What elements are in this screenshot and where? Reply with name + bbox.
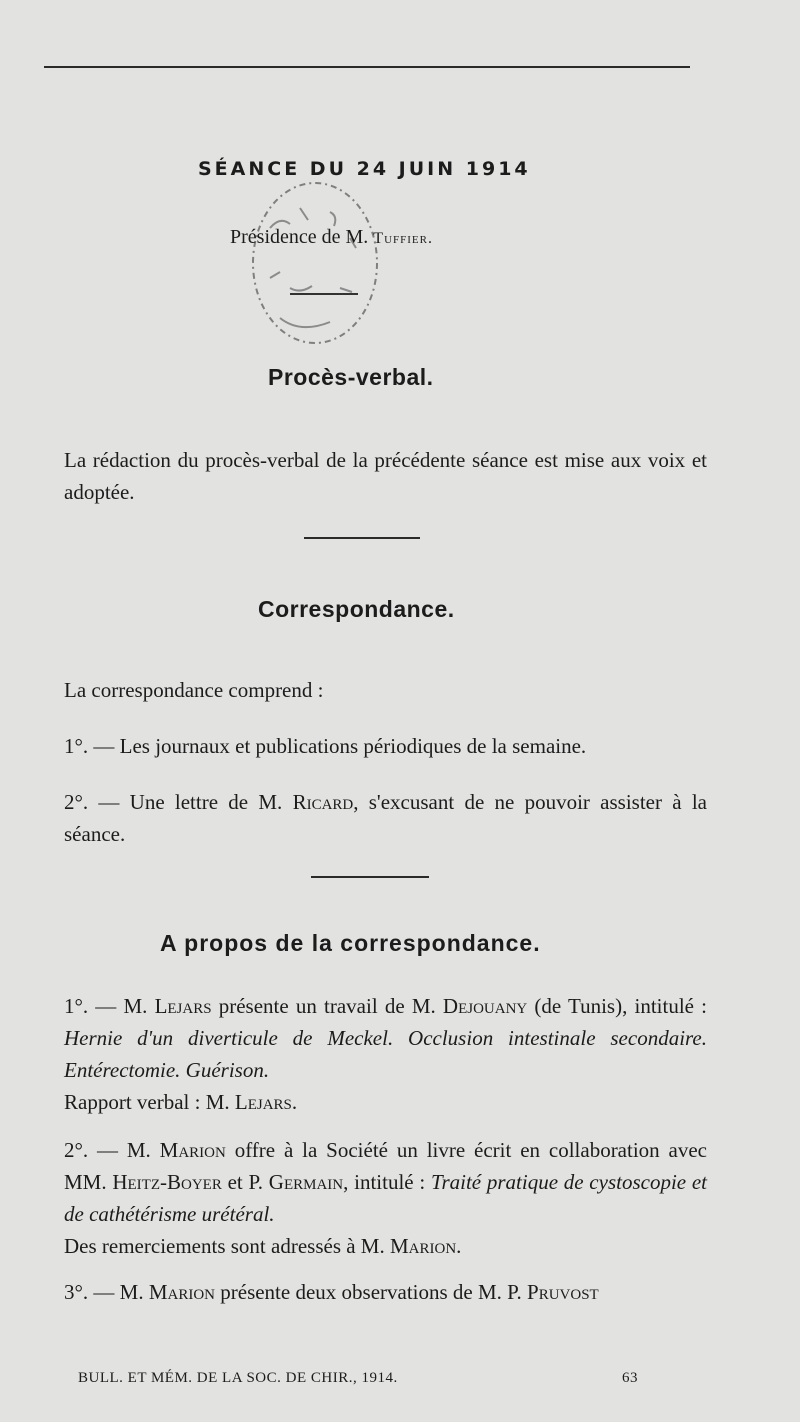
rapport-prefix: Rapport verbal : M.: [64, 1090, 235, 1114]
president-name: Tuffier.: [373, 230, 433, 247]
a-propos-1-a: 1°. — M.: [64, 994, 155, 1018]
item-2-text-a: 2°. — Une lettre de M.: [64, 790, 293, 814]
a-propos-item-2: [52, 1134, 707, 1262]
correspondance-intro-text: La correspondance comprend :: [64, 678, 324, 702]
proces-verbal-heading: Procès-verbal.: [268, 364, 434, 390]
page-footer: [78, 1370, 638, 1387]
a-propos-2-name1: Marion: [159, 1138, 226, 1162]
a-propos-1-name1: Lejars: [154, 994, 212, 1018]
a-propos-1-title: Hernie d'un diverticule de Meckel. Occlusion intestinale secondaire. Entérectomie. Guérison.: [64, 1026, 707, 1082]
a-propos-3-name2: Pruvost: [527, 1280, 599, 1304]
a-propos-2-a: 2°. — M.: [64, 1138, 160, 1162]
a-propos-2-c: et P.: [221, 1170, 269, 1194]
thanks-prefix: Des remerciements sont adressés à M.: [64, 1234, 390, 1258]
rapport-name: Lejars.: [234, 1090, 298, 1114]
a-propos-2-name3: Germain: [268, 1170, 344, 1194]
item-2-name: Ricard: [292, 790, 354, 814]
correspondance-item-2: [52, 786, 707, 850]
presidence-line: [230, 226, 433, 249]
footer-journal: BULL. ET MÉM. DE LA SOC. DE CHIR., 1914.: [78, 1370, 398, 1386]
proces-verbal-text: [52, 444, 707, 508]
a-propos-3-a: 3°. — M.: [64, 1280, 149, 1304]
a-propos-1-name2: Dejouany: [442, 994, 528, 1018]
page-number: 63: [622, 1370, 638, 1386]
a-propos-item-1: [52, 990, 707, 1118]
thanks-name: Marion.: [389, 1234, 462, 1258]
a-propos-3-b: présente deux observations de M. P.: [215, 1280, 528, 1304]
correspondance-item-1-text: 1°. — Les journaux et publications périodiques de la semaine.: [64, 734, 587, 758]
a-propos-1-c: (de Tunis), intitulé :: [527, 994, 707, 1018]
a-propos-2-name2: Heitz-Boyer: [112, 1170, 222, 1194]
a-propos-item-3: [52, 1276, 707, 1308]
a-propos-2-d: , intitulé :: [343, 1170, 431, 1194]
section-divider: [311, 876, 429, 878]
session-title: SÉANCE DU 24 JUIN 1914: [198, 158, 531, 180]
correspondance-item-1: [52, 730, 707, 762]
a-propos-2-b: offre à la Société un livre écrit en collaboration avec MM.: [64, 1138, 707, 1194]
top-rule: [44, 66, 690, 68]
a-propos-2-title: Traité pratique de cystoscopie et de cathétérisme urétéral.: [64, 1170, 707, 1226]
correspondance-heading: Correspondance.: [258, 596, 455, 622]
item-2-text-b: , s'excusant de ne pouvoir assister à la séance.: [64, 790, 707, 846]
section-divider: [304, 537, 420, 539]
a-propos-heading: A propos de la correspondance.: [160, 930, 541, 956]
proces-verbal-paragraph: La rédaction du procès-verbal de la précédente séance est mise aux voix et adoptée.: [64, 448, 707, 504]
correspondance-intro: [52, 674, 707, 706]
library-stamp-icon: [230, 168, 400, 358]
presidence-prefix: Présidence de M.: [230, 226, 369, 248]
a-propos-3-name1: Marion: [148, 1280, 215, 1304]
a-propos-1-b: présente un travail de M.: [211, 994, 443, 1018]
